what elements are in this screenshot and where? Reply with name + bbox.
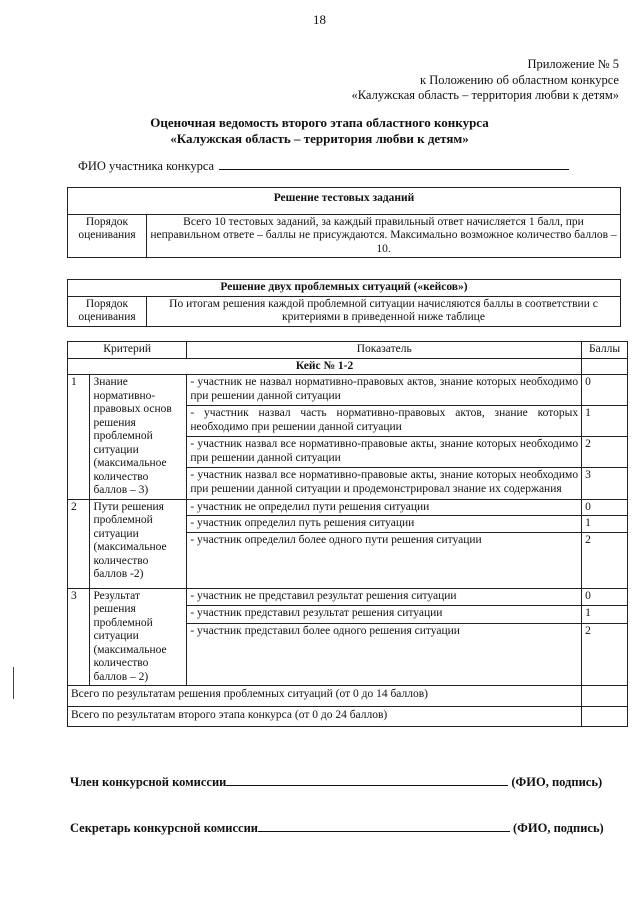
criteria-table	[67, 341, 628, 727]
total-cases: Всего по результатам решения проблемных ситуаций (от 0 до 14 баллов)	[68, 686, 582, 707]
title-line-2: «Калужская область – территория любви к детям»	[170, 131, 469, 146]
indicator-points: 2	[582, 624, 628, 686]
tests-header: Решение тестовых заданий	[68, 188, 621, 215]
indicator-text: - участник назвал все нормативно-правовые акты, знание которых необходимо при решении данной ситуации	[187, 437, 582, 468]
page-number: 18	[313, 12, 326, 27]
tests-order-label: Порядок оценивания	[68, 214, 147, 258]
col-points: Баллы	[582, 342, 628, 359]
participant-fio-label: ФИО участника конкурса	[78, 159, 215, 173]
indicator-text: - участник не определил пути решения ситуации	[187, 499, 582, 516]
indicator-text: - участник определил путь решения ситуации	[187, 516, 582, 533]
table-row	[68, 499, 628, 516]
indicator-points: 3	[582, 468, 628, 499]
member-label: Член конкурсной комиссии	[70, 775, 227, 789]
criterion-name: Пути решения проблемной ситуации (максимальное количество баллов -2)	[90, 499, 187, 588]
col-criterion: Критерий	[68, 342, 187, 359]
appendix-line-2: к Положению об областном конкурсе	[420, 72, 619, 87]
total-cases-points	[582, 686, 628, 707]
secretary-signature-line	[70, 820, 604, 836]
member-signature-blank	[226, 774, 508, 786]
participant-fio-blank	[219, 158, 569, 170]
indicator-points: 1	[582, 516, 628, 533]
indicator-points: 0	[582, 375, 628, 406]
table-row	[68, 375, 628, 406]
indicator-text: - участник не представил результат решения ситуации	[187, 588, 582, 606]
indicator-text: - участник назвал все нормативно-правовые акты, знание которых необходимо при решении данной ситуации и продемонстрировал знание их содержания	[187, 468, 582, 499]
appendix-block	[352, 57, 620, 104]
appendix-line-3: «Калужская область – территория любви к детям»	[351, 88, 619, 102]
tests-order-text: Всего 10 тестовых заданий, за каждый правильный ответ начисляется 1 балл, при неправильном ответе – баллы не присуждаются. Максимально возможное количество баллов – 10.	[147, 214, 621, 258]
indicator-points: 1	[582, 606, 628, 624]
tests-table	[67, 187, 621, 258]
col-indicator: Показатель	[187, 342, 582, 359]
total-stage-points	[582, 706, 628, 727]
secretary-label: Секретарь конкурсной комиссии	[70, 821, 258, 835]
criterion-name: Знание нормативно-правовых основ решения проблемной ситуации (максимальное количество баллов – 3)	[90, 375, 187, 500]
criterion-number: 1	[68, 375, 90, 500]
case-label-points	[582, 358, 628, 375]
secretary-signature-blank	[258, 820, 510, 832]
member-fio-sign-note: (ФИО, подпись)	[511, 775, 603, 789]
participant-fio-line	[78, 158, 569, 174]
indicator-text: - участник не назвал нормативно-правовых актов, знание которых необходимо при решении данной ситуации	[187, 375, 582, 406]
table-row	[68, 706, 628, 727]
member-signature-line	[70, 774, 602, 790]
document-title	[0, 115, 639, 147]
secretary-fio-sign-note: (ФИО, подпись)	[512, 821, 604, 835]
criteria-header-row	[68, 342, 628, 359]
indicator-text: - участник назвал часть нормативно-правовых актов, знание которых необходимо при решении данной ситуации	[187, 406, 582, 437]
table-row	[68, 588, 628, 606]
indicator-points: 0	[582, 588, 628, 606]
title-line-1: Оценочная ведомость второго этапа областного конкурса	[150, 115, 489, 130]
cases-header: Решение двух проблемных ситуаций («кейсов»)	[68, 280, 621, 297]
cases-order-label: Порядок оценивания	[68, 296, 147, 326]
case-label: Кейс № 1-2	[68, 358, 582, 375]
criterion-number: 2	[68, 499, 90, 588]
indicator-points: 2	[582, 532, 628, 588]
indicator-points: 0	[582, 499, 628, 516]
criterion-name: Результат решения проблемной ситуации (максимальное количество баллов – 2)	[90, 588, 187, 686]
margin-mark	[13, 667, 14, 699]
indicator-text: - участник представил более одного решения ситуации	[187, 624, 582, 686]
indicator-points: 1	[582, 406, 628, 437]
indicator-text: - участник представил результат решения ситуации	[187, 606, 582, 624]
indicator-text: - участник определил более одного пути решения ситуации	[187, 532, 582, 588]
criterion-number: 3	[68, 588, 90, 686]
indicator-points: 2	[582, 437, 628, 468]
table-row	[68, 686, 628, 707]
cases-order-text: По итогам решения каждой проблемной ситуации начисляются баллы в соответствии с критериями в приведенной ниже таблице	[147, 296, 621, 326]
cases-table	[67, 279, 621, 327]
appendix-line-1: Приложение № 5	[527, 57, 619, 71]
total-stage: Всего по результатам второго этапа конкурса (от 0 до 24 баллов)	[68, 706, 582, 727]
